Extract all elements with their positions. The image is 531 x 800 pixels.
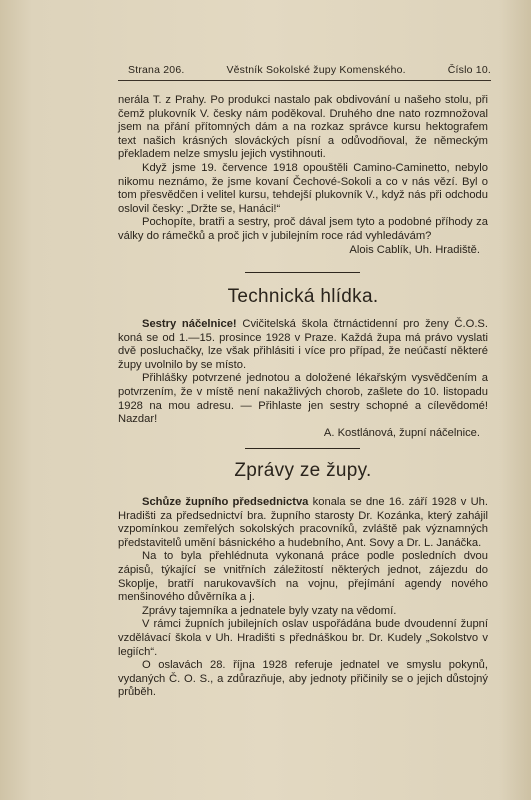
zpravy-text-1: konala se dne 16. září 1928 v Uh. Hradišti za předsednictví bra. župního starosty Dr. Kozánka, který zahájil vzpomínkou zemřelých sokolských pracovníků, zvláště pak významných představitelů umění básnického a hudebního, Ant. Sovy a Dr. L. Janáčka. (118, 496, 488, 549)
intro-paragraph-2: Když jsme 19. července 1918 opouštěli Camino-Caminetto, nebylo nikomu neznámo, že jsme kovaní Čechové-Sokoli a co v nás vězí. Byl o tom přesvědčen i velitel kursu, tehdejší plukovník V., když nás při odchodu oslovil česky: „Držte se, Hanáci!“ (118, 161, 488, 215)
section-divider (245, 272, 360, 273)
intro-signature: Alois Cablík, Uh. Hradiště. (349, 243, 480, 256)
intro-article (118, 94, 488, 257)
zpravy-paragraph-4: V rámci župních jubilejních oslav uspořádána bude dvoudenní župní vzdělávací škola v Uh. Hradišti s přednáškou br. Dr. Kudely „Sokolstvo v legiích“. (118, 618, 488, 658)
technicka-paragraph-1 (118, 318, 488, 372)
zpravy-lead: Schůze župního předsednictva (142, 496, 309, 508)
technicka-title: Technická hlídka. (227, 286, 379, 307)
page-number: Strana 206. (128, 64, 185, 76)
running-header (128, 64, 491, 76)
issue-number: Číslo 10. (447, 64, 491, 76)
technicka-text-1: Cvičitelská škola čtrnáctidenní pro ženy Č.O.S. koná se od 1.—15. prosince 1928 v Praze. Každá župa má právo vyslati dvě posluchačky, lze však přihlásiti i více pro případ, že neúčastí některé župy uvolnilo by se místo. (118, 318, 488, 371)
section-divider-2 (245, 448, 360, 449)
technicka-lead: Sestry náčelnice! (142, 318, 237, 330)
zpravy-article (118, 496, 488, 700)
technicka-signature: A. Kostlánová, župní náčelnice. (323, 426, 480, 439)
zpravy-title: Zprávy ze župy. (234, 460, 372, 481)
intro-paragraph-1: nerála T. z Prahy. Po produkci nastalo pak obdivování u našeho stolu, při čemž plukovník V. česky nám poděkoval. Druhého dne nato rozmnožoval jsem na přání přítomných dám a na rozkaz správce kursu hektografem text našich krásných slováckých písní a odůvodňoval, že německým překladem nelze smyslu jejich vystihnouti. (118, 94, 488, 161)
technicka-article (118, 318, 488, 440)
intro-paragraph-3: Pochopíte, bratři a sestry, proč dával jsem tyto a podobné příhody za války do rámečků a proč jich v jubilejním roce rád vyhledávám? (118, 216, 488, 242)
zpravy-paragraph-1 (118, 496, 488, 550)
journal-title: Věstník Sokolské župy Komenského. (226, 64, 406, 76)
zpravy-paragraph-2: Na to byla přehlédnuta vykonaná práce podle posledních dvou zápisů, týkající se vnitřních záležitostí některých jednot, zájezdu do Skoplje, bratří narukovavších na vojnu, přejímání agendy nového menšinového důvěrníka a j. (118, 550, 488, 604)
zpravy-paragraph-5: O oslavách 28. října 1928 referuje jednatel ve smyslu pokynů, vydaných Č. O. S., a zdůrazňuje, aby jednoty přičinily se o jejich důstojný průběh. (118, 659, 488, 699)
header-rule (118, 80, 491, 81)
zpravy-paragraph-3: Zprávy tajemníka a jednatele byly vzaty na vědomí. (142, 604, 397, 617)
technicka-paragraph-2: Přihlášky potvrzené jednotou a doložené lékařským vysvědčením a potvrzením, že v místě není nakažlivých chorob, zašlete do 10. listopadu 1928 na mou adresu. — Přihlaste jen sestry schopné a cílevědomé! Nazdar! (118, 372, 488, 426)
